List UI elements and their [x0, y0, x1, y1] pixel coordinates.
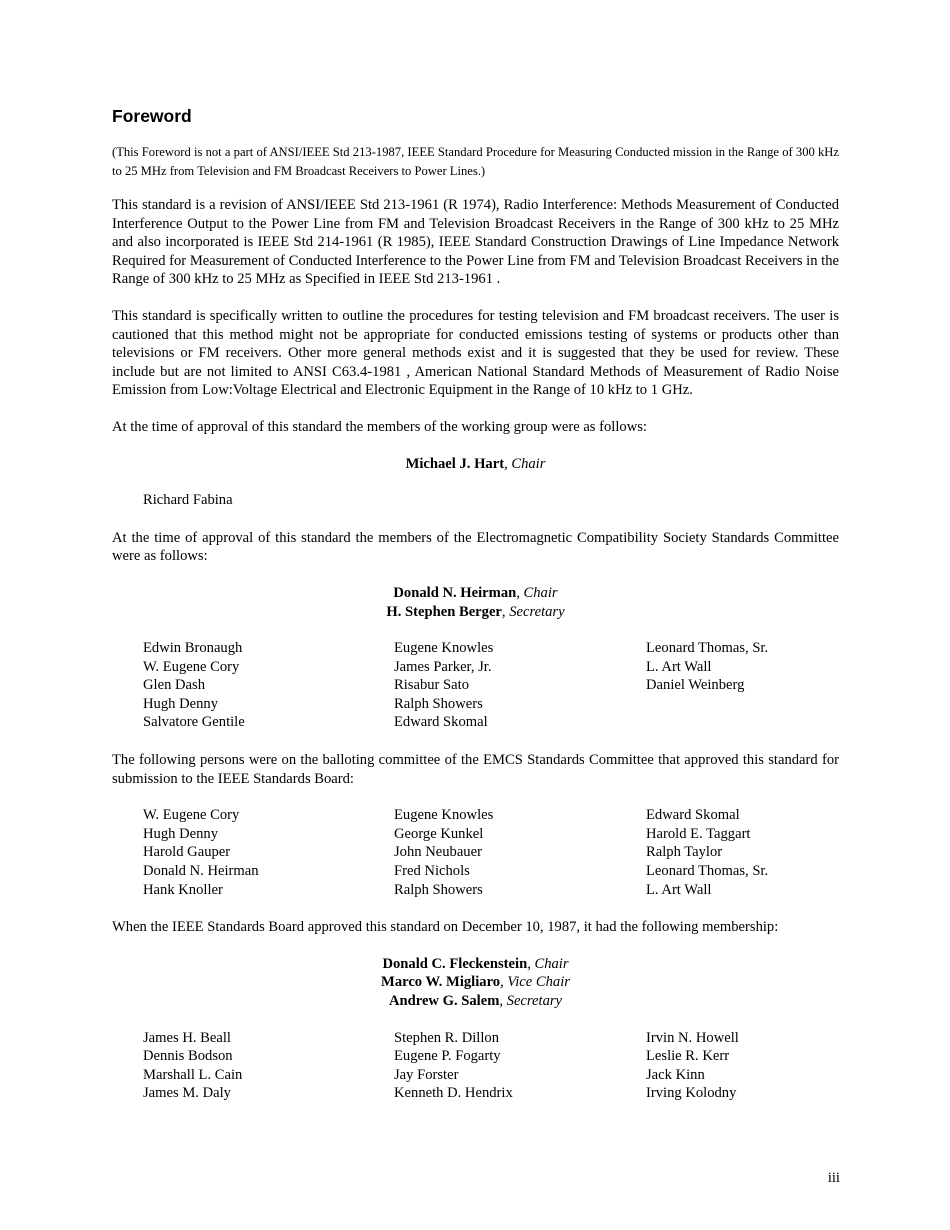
- officer-role: , Chair: [516, 584, 558, 601]
- member-name: Daniel Weinberg: [646, 677, 745, 694]
- member-name: Edward Skomal: [394, 714, 488, 731]
- board-member-columns: [112, 1029, 839, 1103]
- member-column: [646, 806, 870, 899]
- member-name: George Kunkel: [394, 825, 484, 842]
- member-name: Harold Gauper: [143, 844, 231, 861]
- member-name: W. Eugene Cory: [143, 807, 240, 824]
- member-name: Edwin Bronaugh: [143, 640, 243, 657]
- officer-line: [112, 992, 839, 1011]
- member-name: James Parker, Jr.: [394, 658, 492, 675]
- member-name: Eugene P. Fogarty: [394, 1048, 501, 1065]
- chair-name: Michael J. Hart: [405, 455, 505, 472]
- member-name: Hugh Denny: [143, 825, 218, 842]
- member-name: Ralph Showers: [394, 881, 483, 898]
- member-name: Richard Fabina: [143, 492, 233, 509]
- member-column: [143, 1029, 394, 1103]
- member-name: Leslie R. Kerr: [646, 1048, 730, 1065]
- member-name: Harold E. Taggart: [646, 825, 751, 842]
- officer-name: Donald N. Heirman: [393, 584, 517, 601]
- member-name: Hank Knoller: [143, 881, 223, 898]
- member-column: [394, 639, 646, 732]
- officer-role: , Chair: [527, 955, 569, 972]
- member-name: Glen Dash: [143, 677, 206, 694]
- working-group-members: [112, 491, 839, 510]
- member-column: [143, 639, 394, 732]
- balloting-member-columns: [112, 806, 839, 899]
- member-name: L. Art Wall: [646, 658, 712, 675]
- member-name: Stephen R. Dillon: [394, 1029, 499, 1046]
- member-name: Donald N. Heirman: [143, 863, 259, 880]
- officer-role: , Vice Chair: [500, 974, 570, 991]
- member-name: Eugene Knowles: [394, 807, 494, 824]
- chair-role: , Chair: [504, 455, 546, 472]
- member-name: Jack Kinn: [646, 1066, 705, 1083]
- member-name: Risabur Sato: [394, 677, 469, 694]
- page-body: [112, 104, 839, 1122]
- foreword-note: (This Foreword is not a part of ANSI/IEEE Std 213-1987, IEEE Standard Procedure for Measuring Conducted mission in the Range of 300 kHz to 25 MHz from Television and FM Broadcast Receivers to Power Lines.): [112, 145, 839, 178]
- page-number: iii: [827, 1170, 840, 1186]
- paragraph-scope: This standard is specifically written to outline the procedures for testing television and FM broadcast receivers. The user is cautioned that this method might not be appropriate for conducted emissions testing of systems or products other than televisions or FM receivers. Other more general methods exist and it is suggested that they be used for review. These include but are not limited to ANSI C63.4-1981 , American National Standard Methods of Measurement of Radio Noise Emission from Low:Voltage Electrical and Electronic Equipment in the Range of 10 kHz to 1 GHz.: [112, 307, 839, 399]
- emcs-member-columns: [112, 639, 839, 732]
- member-name: Jay Forster: [394, 1066, 459, 1083]
- working-group-chair: [112, 455, 839, 474]
- page-title: Foreword: [112, 106, 192, 126]
- officer-line: [112, 603, 839, 622]
- officer-line: [112, 584, 839, 603]
- member-name: Leonard Thomas, Sr.: [646, 640, 769, 657]
- member-name: James M. Daly: [143, 1085, 231, 1102]
- member-name: Marshall L. Cain: [143, 1066, 243, 1083]
- member-column: [394, 806, 646, 899]
- paragraph-emcs-intro: At the time of approval of this standard the members of the Electromagnetic Compatibility Society Standards Committee were as follows:: [112, 529, 839, 565]
- member-name: Irving Kolodny: [646, 1085, 737, 1102]
- member-column: [646, 1029, 870, 1103]
- officer-role: , Secretary: [499, 993, 563, 1009]
- member-name: John Neubauer: [394, 844, 482, 861]
- member-column: [143, 806, 394, 899]
- member-column: [646, 639, 870, 732]
- paragraph-revision: This standard is a revision of ANSI/IEEE Std 213-1961 (R 1974), Radio Interference: Methods Measurement of Conducted Interference Output to the Power Line from FM and Television Broadcast Receivers in the Range of 300 kHz to 25 MHz and also incorporated is IEEE Std 214-1961 (R 1985), IEEE Standard Construction Drawings of Line Impedance Network Required for Measurement of Conducted Interference to the Power Line from FM and Television Broadcast Receivers in the Range of 300 kHz to 25 MHz as Specified in IEEE Std 213-1961 .: [112, 197, 839, 288]
- officer-line: [112, 955, 839, 974]
- officer-name: H. Stephen Berger: [386, 603, 502, 620]
- officer-name: Marco W. Migliaro: [381, 974, 501, 991]
- member-name: Dennis Bodson: [143, 1048, 233, 1065]
- paragraph-balloting-intro: The following persons were on the balloting committee of the EMCS Standards Committee that approved this standard for submission to the IEEE Standards Board:: [112, 752, 839, 787]
- member-name: W. Eugene Cory: [143, 658, 240, 675]
- member-column: [394, 1029, 646, 1103]
- member-name: Irvin N. Howell: [646, 1029, 739, 1046]
- member-name: James H. Beall: [143, 1029, 231, 1046]
- officer-line: [112, 973, 839, 992]
- member-name: Ralph Showers: [394, 695, 483, 712]
- officer-name: Andrew G. Salem: [388, 993, 500, 1009]
- member-name: Ralph Taylor: [646, 844, 723, 861]
- paragraph-board-intro: When the IEEE Standards Board approved this standard on December 10, 1987, it had the following membership:: [112, 919, 779, 936]
- member-name: Hugh Denny: [143, 695, 218, 712]
- member-name: Kenneth D. Hendrix: [394, 1085, 513, 1102]
- member-name: Fred Nichols: [394, 863, 470, 880]
- member-name: Leonard Thomas, Sr.: [646, 863, 769, 880]
- officer-role: , Secretary: [501, 603, 565, 620]
- member-name: Eugene Knowles: [394, 640, 494, 657]
- member-name: Edward Skomal: [646, 807, 740, 824]
- member-name: Salvatore Gentile: [143, 714, 245, 731]
- paragraph-working-group-intro: At the time of approval of this standard the members of the working group were as follows:: [112, 418, 647, 435]
- emcs-officers: [112, 584, 839, 621]
- member-name: L. Art Wall: [646, 881, 712, 898]
- officer-name: Donald C. Fleckenstein: [382, 955, 528, 972]
- board-officers: [112, 955, 839, 1011]
